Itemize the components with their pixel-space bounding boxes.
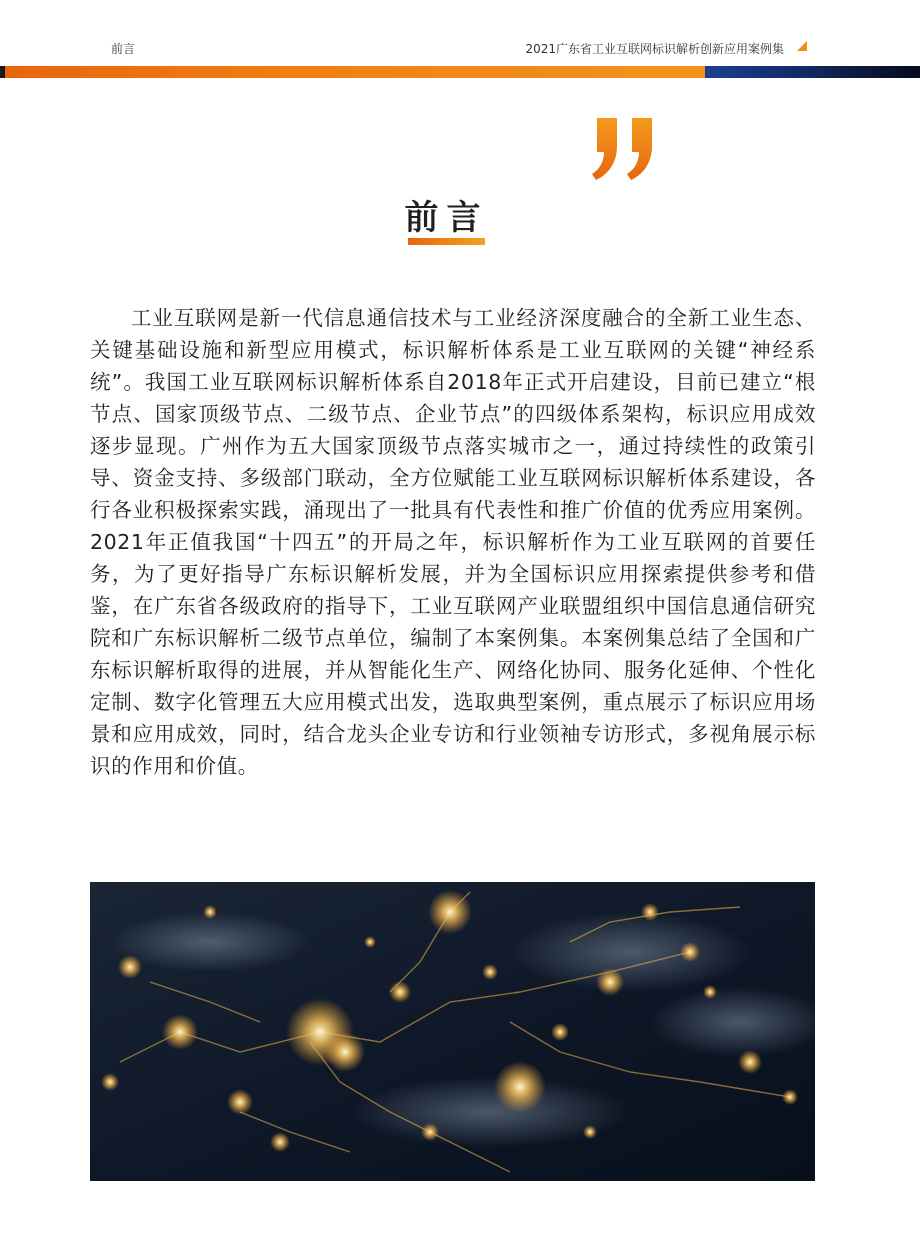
running-header-section: 前言 bbox=[111, 42, 136, 56]
title-underline bbox=[408, 238, 485, 245]
triangle-icon bbox=[797, 41, 807, 51]
header-color-bar bbox=[0, 66, 920, 78]
preface-paragraph: 工业互联网是新一代信息通信技术与工业经济深度融合的全新工业生态、关键基础设施和新型应用模式，标识解析体系是工业互联网的关键“神经系统”。我国工业互联网标识解析体系自2018年正式开启建设，目前已建立“根节点、国家顶级节点、二级节点、企业节点”的四级体系架构，标识应用成效逐步显现。广州作为五大国家顶级节点落实城市之一，通过持续性的政策引导、资金支持、多级部门联动，全方位赋能工业互联网标识解析体系建设，各行各业积极探索实践，涌现出了一批具有代表性和推广价值的优秀应用案例。2021年正值我国“十四五”的开局之年，标识解析作为工业互联网的首要任务，为了更好指导广东标识解析发展，并为全国标识应用探索提供参考和借鉴，在广东省各级政府的指导下，工业互联网产业联盟组织中国信息通信研究院和广东标识解析二级节点单位，编制了本案例集。本案例集总结了全国和广东标识解析取得的进展，并从智能化生产、网络化协同、服务化延伸、个性化定制、数字化管理五大应用模式出发，选取典型案例，重点展示了标识应用场景和应用成效，同时，结合龙头企业专访和行业领袖专访形式，多视角展示标识的作用和价值。 bbox=[90, 306, 816, 778]
closing-quote-icon bbox=[592, 116, 658, 182]
header-bar-orange bbox=[5, 66, 705, 78]
header-bar-blue bbox=[705, 66, 920, 78]
running-header-title: 2021广东省工业互联网标识解析创新应用案例集 bbox=[525, 42, 784, 56]
night-city-lights-image bbox=[90, 882, 815, 1181]
page-title: 前言 bbox=[404, 198, 489, 238]
